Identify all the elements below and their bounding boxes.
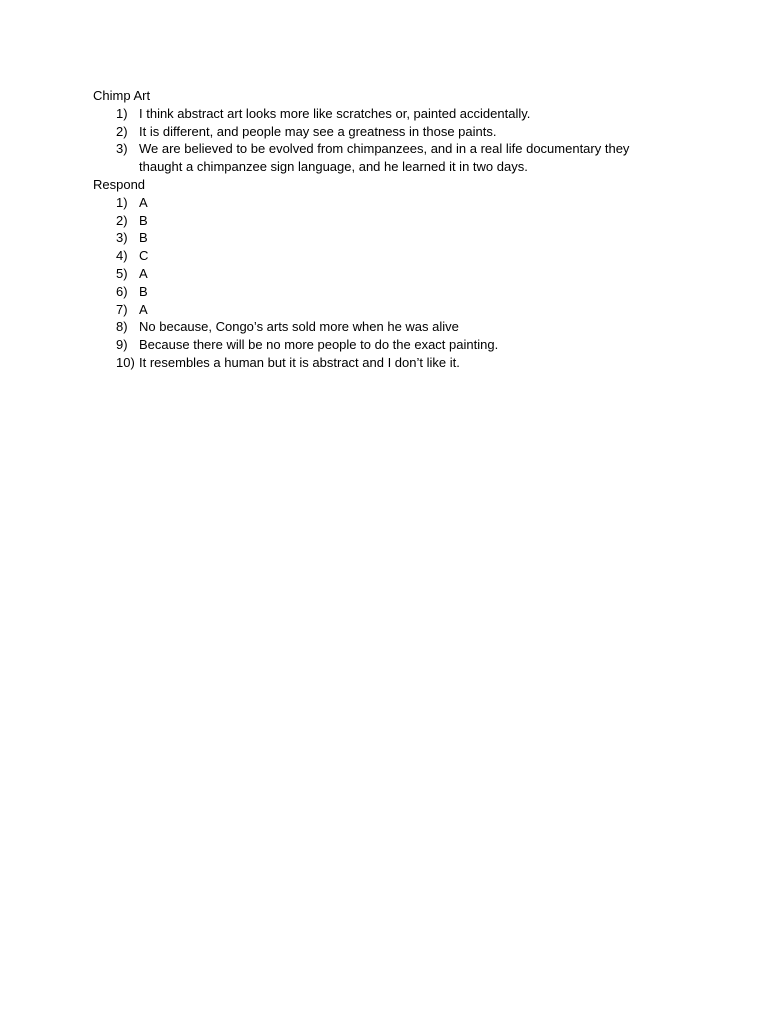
item-number: 9) xyxy=(116,337,128,353)
item-text: It is different, and people may see a greatness in those paints. xyxy=(139,123,497,139)
item-text: B xyxy=(139,230,148,246)
item-number: 2) xyxy=(116,212,128,228)
list-item xyxy=(93,283,693,301)
item-text: We are believed to be evolved from chimpanzees, and in a real life documentary they thaught a chimpanzee sign language, and he learned it in two days. xyxy=(139,141,630,175)
item-text: A xyxy=(139,301,148,317)
item-text: A xyxy=(139,265,148,281)
item-text: B xyxy=(139,212,148,228)
list-item xyxy=(93,105,693,123)
item-number: 10) xyxy=(116,354,135,370)
item-number: 3) xyxy=(116,141,128,157)
item-text: Because there will be no more people to do the exact painting. xyxy=(139,337,499,353)
item-number: 7) xyxy=(116,301,128,317)
section-heading-respond: Respond xyxy=(93,176,146,192)
list-item xyxy=(93,301,693,319)
item-text: C xyxy=(139,248,149,264)
item-number: 1) xyxy=(116,105,128,121)
list-item xyxy=(93,265,693,283)
item-text: B xyxy=(139,283,148,299)
document-body xyxy=(93,87,693,372)
list-item xyxy=(93,123,693,141)
item-number: 8) xyxy=(116,319,128,335)
item-number: 2) xyxy=(116,123,128,139)
list-item xyxy=(93,194,693,212)
item-number: 3) xyxy=(116,230,128,246)
list-item xyxy=(93,229,693,247)
item-number: 5) xyxy=(116,265,128,281)
item-number: 6) xyxy=(116,283,128,299)
respond-answer-list xyxy=(93,194,693,372)
item-text: I think abstract art looks more like scratches or, painted accidentally. xyxy=(139,105,531,121)
list-item xyxy=(93,336,693,354)
list-item xyxy=(93,318,693,336)
item-text: It resembles a human but it is abstract and I don’t like it. xyxy=(139,354,460,370)
list-item xyxy=(93,212,693,230)
item-number: 1) xyxy=(116,194,128,210)
item-text: No because, Congo’s arts sold more when he was alive xyxy=(139,319,459,335)
item-number: 4) xyxy=(116,248,128,264)
list-item xyxy=(93,354,693,372)
list-item xyxy=(93,140,693,176)
section-heading-chimp-art: Chimp Art xyxy=(93,88,151,103)
list-item xyxy=(93,247,693,265)
chimp-art-answer-list xyxy=(93,105,693,176)
item-text: A xyxy=(139,194,148,210)
